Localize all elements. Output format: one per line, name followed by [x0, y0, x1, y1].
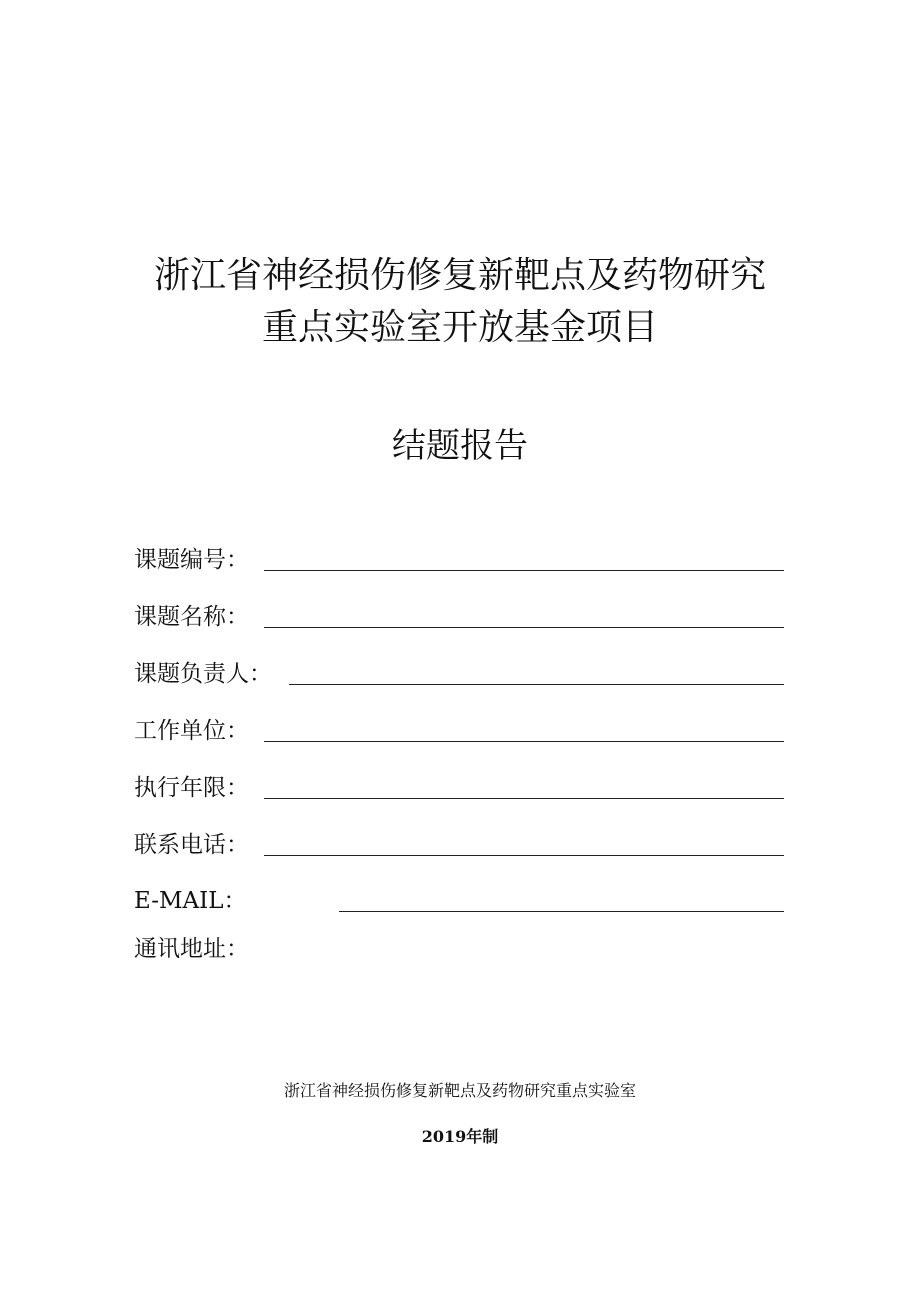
phone-label: 联系电话： [134, 832, 249, 858]
title-line-1: 浙江省神经损伤修复新靶点及药物研究 [153, 255, 766, 296]
project-name-field[interactable] [264, 627, 784, 628]
duration-label: 执行年限： [134, 775, 249, 801]
phone-field[interactable] [264, 855, 784, 856]
project-number-label: 课题编号： [134, 547, 249, 573]
organization-name: 浙江省神经损伤修复新靶点及药物研究重点实验室 [283, 1081, 636, 1100]
email-field[interactable] [339, 911, 784, 912]
address-label: 通讯地址： [134, 936, 249, 962]
email-label: E-MAIL： [134, 888, 247, 914]
title-line-2: 重点实验室开放基金项目 [261, 307, 658, 348]
year-label: 2019年制 [421, 1127, 499, 1146]
work-unit-label: 工作单位： [134, 718, 249, 744]
report-title: 结题报告 [392, 426, 528, 466]
duration-field[interactable] [264, 798, 784, 799]
project-name-label: 课题名称： [134, 604, 249, 630]
project-number-field[interactable] [264, 570, 784, 571]
project-leader-field[interactable] [289, 684, 784, 685]
project-leader-label: 课题负责人： [134, 661, 272, 687]
work-unit-field[interactable] [264, 741, 784, 742]
